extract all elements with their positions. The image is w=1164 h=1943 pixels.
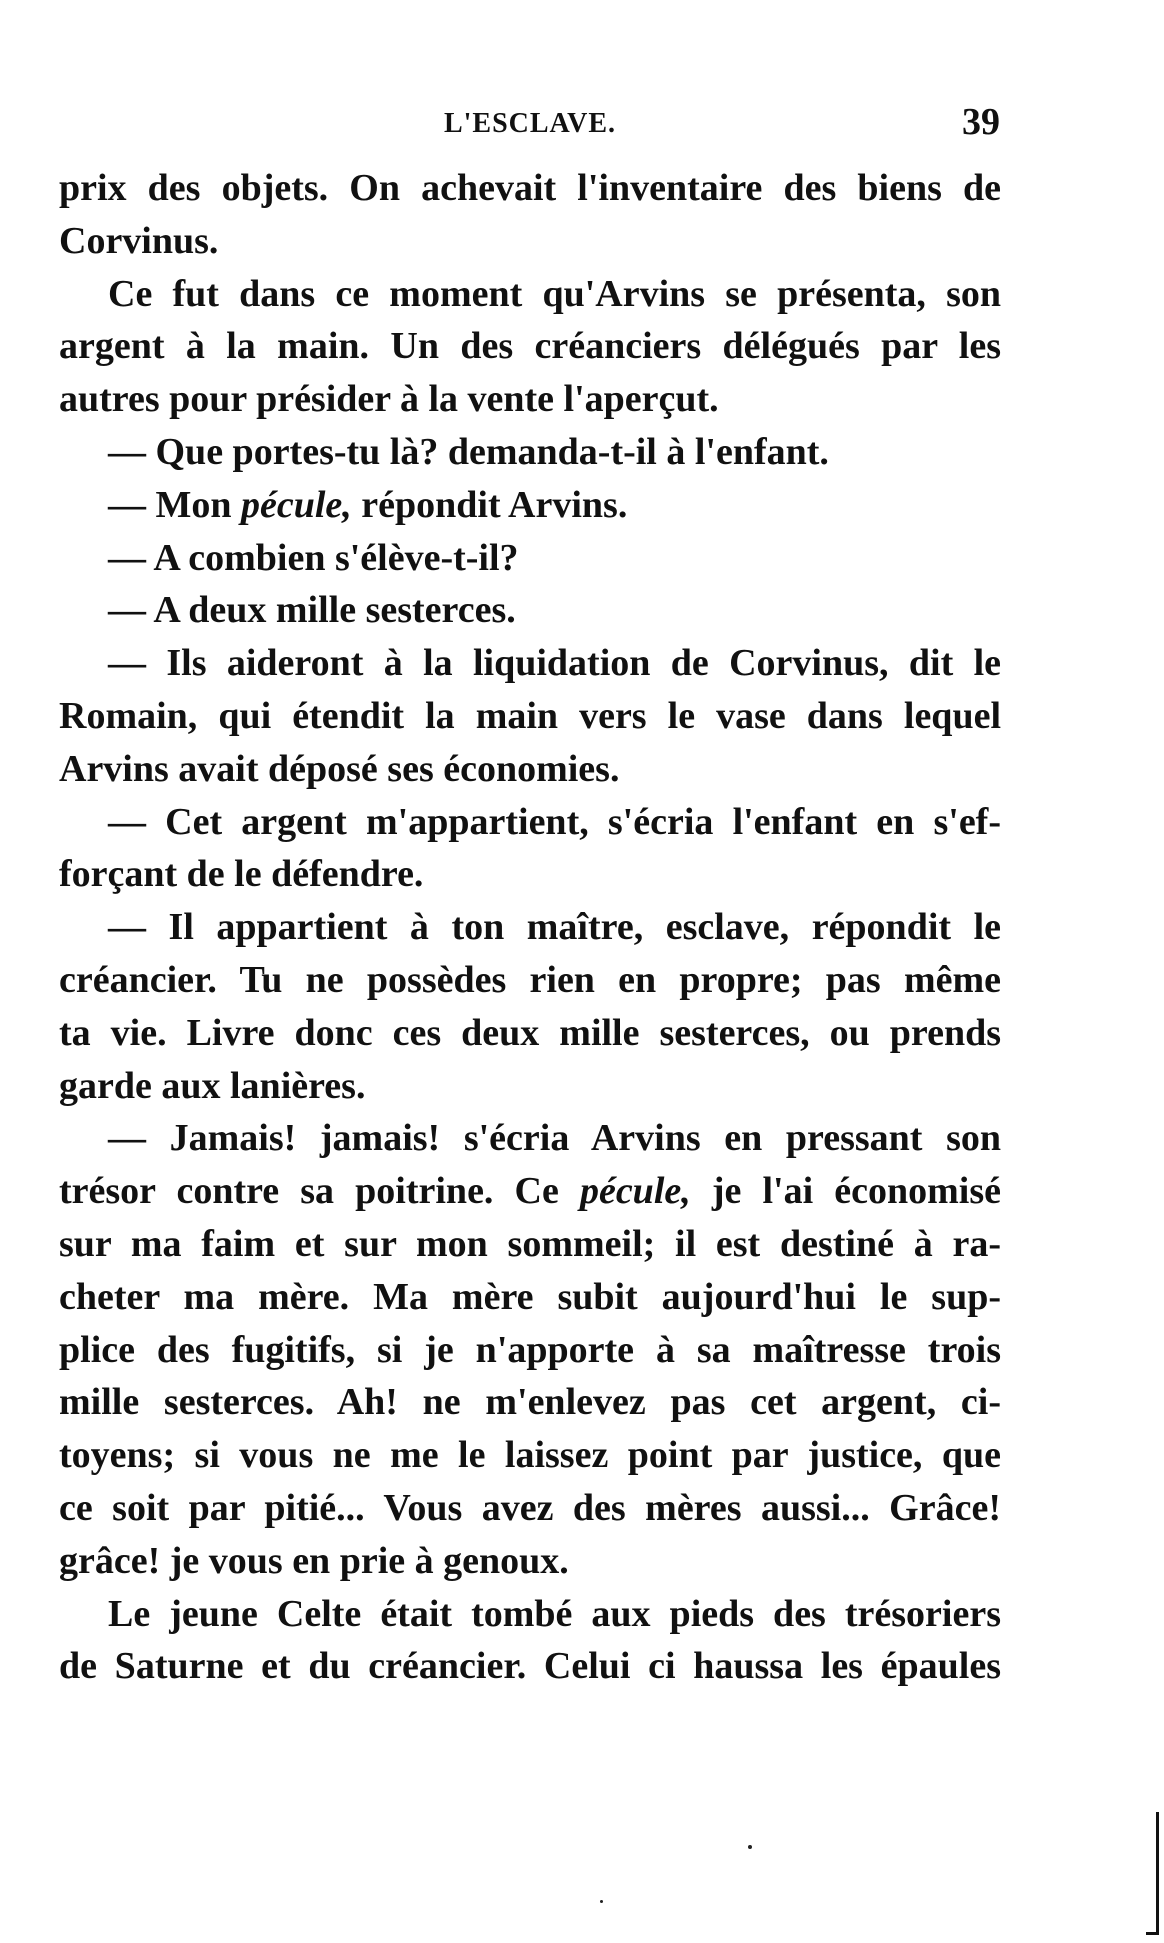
text-line [59,1271,1001,1324]
text-line [59,637,1001,690]
line-text: répondit Arvins. [351,483,628,526]
text-line [59,901,1001,954]
text-line [59,373,1001,426]
line-text: trésor contre sa poitrine. Ce [59,1170,580,1213]
running-title: L'ESCLAVE. [443,108,617,139]
text-line [59,1007,1001,1060]
line-text: Corvinus. [59,219,219,262]
line-text: garde aux lanières. [59,1064,366,1107]
text-line [59,215,1001,268]
line-text: — Ils aideront à la liquidation de Corvinus, dit le [108,642,1001,685]
text-line [59,584,1001,637]
line-text: Ce fut dans ce moment qu'Arvins se présenta, son [108,272,1001,315]
italic-text: pécule, [241,483,352,526]
line-text: cheter ma mère. Ma mère subit aujourd'hui le sup- [59,1275,1001,1318]
text-line [59,1588,1001,1641]
text-line [59,426,1001,479]
line-text: forçant de le défendre. [59,853,424,896]
line-text: — Que portes-tu là? demanda-t-il à l'enfant. [108,430,829,473]
text-line [59,743,1001,796]
line-text: sur ma faim et sur mon sommeil; il est destiné à ra- [59,1222,1001,1265]
page-number: 39 [962,101,1000,143]
line-text: argent à la main. Un des créanciers délégués par les [59,325,1001,368]
text-line [59,1482,1001,1535]
text-line [59,954,1001,1007]
line-text: je l'ai économisé [690,1170,1001,1213]
text-line [59,1640,1001,1693]
line-text: — Mon [108,483,241,526]
line-text: — A deux mille sesterces. [108,589,516,632]
text-line [59,1218,1001,1271]
italic-text: pécule, [579,1170,691,1213]
text-line [59,1324,1001,1377]
text-line [59,1112,1001,1165]
body-text [59,162,1001,1693]
scan-edge-mark [1146,1812,1159,1935]
ink-speck [748,1845,752,1849]
text-line [59,1376,1001,1429]
line-text: — Cet argent m'appartient, s'écria l'enfant en s'ef- [108,800,1001,843]
line-text: — Jamais! jamais! s'écria Arvins en pressant son [108,1117,1001,1160]
text-line [59,1165,1001,1218]
line-text: de Saturne et du créancier. Celui ci haussa les épaules [59,1645,1001,1688]
text-line [59,796,1001,849]
ink-speck [600,1900,603,1903]
text-line [59,320,1001,373]
text-line [59,532,1001,585]
line-text: Arvins avait déposé ses économies. [59,747,620,790]
line-text: grâce! je vous en prie à genoux. [59,1539,569,1582]
text-line [59,479,1001,532]
text-line [59,1429,1001,1482]
text-line [59,1060,1001,1113]
text-line [59,848,1001,901]
line-text: Romain, qui étendit la main vers le vase dans lequel [59,694,1001,737]
line-text: créancier. Tu ne possèdes rien en propre; pas même [59,958,1001,1001]
text-line [59,162,1001,215]
running-header [60,100,1000,144]
line-text: — A combien s'élève-t-il? [108,536,519,579]
line-text: toyens; si vous ne me le laissez point par justice, que [59,1434,1001,1477]
line-text: — Il appartient à ton maître, esclave, répondit le [108,906,1001,949]
line-text: Le jeune Celte était tombé aux pieds des trésoriers [108,1592,1001,1635]
text-line [59,268,1001,321]
line-text: autres pour présider à la vente l'aperçut. [59,378,719,421]
text-line [59,1535,1001,1588]
line-text: mille sesterces. Ah! ne m'enlevez pas cet argent, ci- [59,1381,1001,1424]
line-text: ta vie. Livre donc ces deux mille sesterces, ou prends [59,1011,1001,1054]
line-text: plice des fugitifs, si je n'apporte à sa maîtresse trois [59,1328,1001,1371]
line-text: ce soit par pitié... Vous avez des mères aussi... Grâce! [59,1486,1001,1529]
text-line [59,690,1001,743]
line-text: prix des objets. On achevait l'inventaire des biens de [59,167,1001,209]
